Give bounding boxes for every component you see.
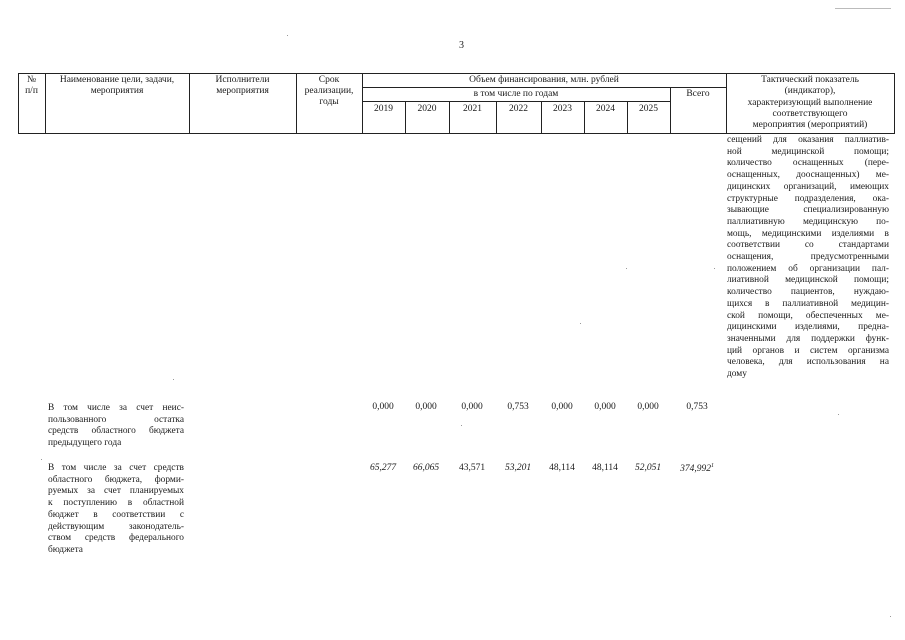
value-cell: 0,000 xyxy=(461,402,483,412)
header-name: Наименование цели, задачи, мероприятия xyxy=(59,75,175,96)
header-number: № п/п xyxy=(25,75,38,96)
value-cell: 0,753 xyxy=(507,402,529,412)
total-cell: 0,753 xyxy=(686,402,708,412)
header-year-2025: 2025 xyxy=(639,104,658,114)
value-cell: 48,114 xyxy=(549,463,575,473)
indicator-text: сещений для оказания паллиатив- ной медицинской помощи; количество оснащенных (пере- оснащенных, дооснащенных) ме- дицинских организаций, имеющих структурные подразделения, ока- зывающие специализированную паллиативную медицинскую по- мощь, медицинскими изделиями в соответствии со стандартами оснащения, предусмотренными положением об организации пал- лиативной медицинской помощи; количество пациентов, нуждаю- щихся в паллиативной медицин- ской помощи, обеспеченных ме- дицинскими изделиями, предна- значенными для поддержки функ- ций органов и систем организма человека, для использования на дому xyxy=(727,135,889,380)
header-year-2023: 2023 xyxy=(553,104,572,114)
value-cell: 43,571 xyxy=(458,463,486,473)
row-name-unused-balance: В том числе за счет неис- пользованного остатка средств областного бюджета предыдущего года xyxy=(48,403,184,449)
value-cell: 0,000 xyxy=(415,402,437,412)
header-year-2019: 2019 xyxy=(374,104,393,114)
value-cell: 0,000 xyxy=(594,402,616,412)
value-cell: 53,201 xyxy=(504,463,532,473)
header-term: Срок реализации, годы xyxy=(304,75,354,107)
header-year-2020: 2020 xyxy=(417,104,437,114)
value-cell: 0,000 xyxy=(551,402,573,412)
value-cell: 48,114 xyxy=(592,463,618,473)
header-year-2024: 2024 xyxy=(596,104,615,114)
page-number: 3 xyxy=(459,40,464,51)
value-cell: 65,277 xyxy=(369,463,397,473)
value-cell: 0,000 xyxy=(637,402,659,412)
total-cell: 374,992$^1$ xyxy=(680,463,714,475)
row-name-regional-budget: В том числе за счет средств областного бюджета, форми- руемых за счет планируемых к поступлению в областной бюджет в соответствии с действующим законодатель- ством средств федерального бюджета xyxy=(48,463,184,555)
header-finance: Объем финансирования, млн. рублей xyxy=(469,75,619,85)
header-executors: Исполнители мероприятия xyxy=(215,75,270,96)
footnote-mark: 1 xyxy=(710,463,714,469)
header-indicator: Тактический показатель (индикатор), характеризующий выполнение соответствующего мероприятия (мероприятий) xyxy=(747,75,873,131)
value-cell: 0,000 xyxy=(372,402,394,412)
header-total: Всего xyxy=(686,89,710,99)
value-cell: 66,065 xyxy=(412,463,440,473)
value-cell: 52,051 xyxy=(634,463,662,473)
header-year-2022: 2022 xyxy=(509,104,528,114)
header-year-2021: 2021 xyxy=(463,104,482,114)
scan-edge-mark xyxy=(835,8,891,9)
header-by-years: в том числе по годам xyxy=(473,89,559,99)
